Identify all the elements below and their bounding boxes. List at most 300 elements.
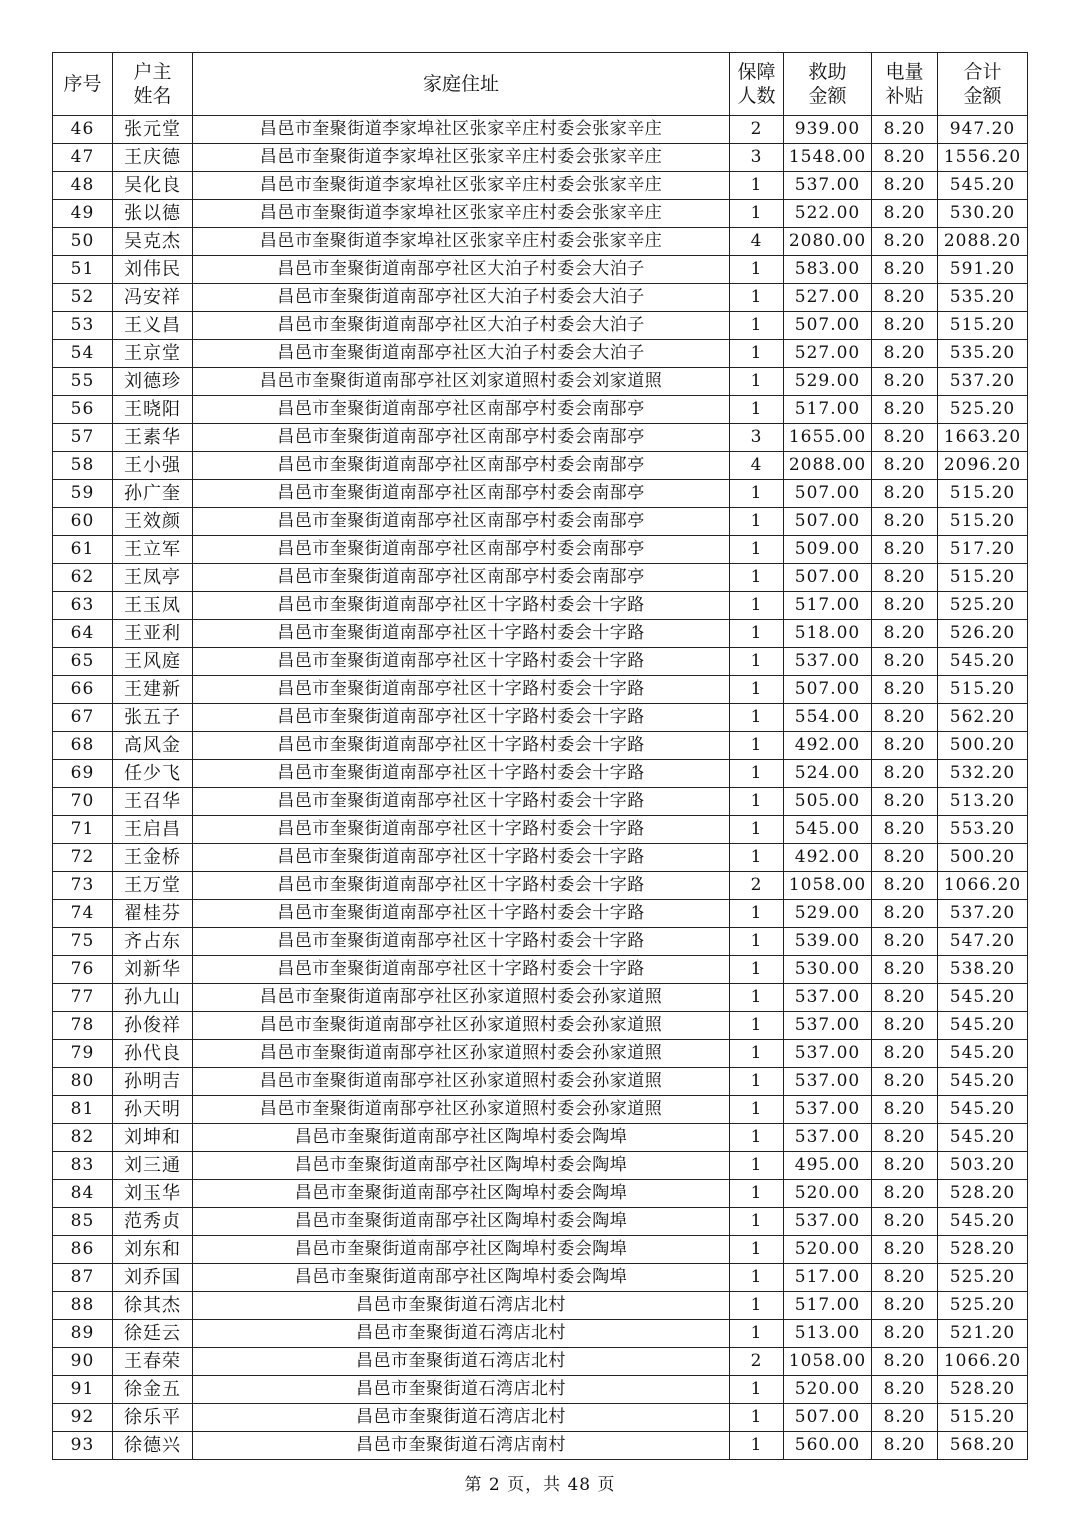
- row-address: 昌邑市奎聚街道南郚亭社区十字路村委会十字路: [193, 732, 730, 760]
- table-row: [53, 144, 1028, 172]
- row-people: 1: [730, 1124, 784, 1152]
- row-people: 1: [730, 1432, 784, 1460]
- row-name: 王庆德: [113, 144, 193, 172]
- table-row: [53, 1124, 1028, 1152]
- row-people: 1: [730, 564, 784, 592]
- row-people: 1: [730, 312, 784, 340]
- row-aid: 520.00: [784, 1376, 872, 1404]
- row-electricity: 8.20: [872, 648, 938, 676]
- row-seq: 78: [53, 1012, 113, 1040]
- row-electricity: 8.20: [872, 228, 938, 256]
- row-total: 545.20: [938, 1068, 1028, 1096]
- row-address: 昌邑市奎聚街道南郚亭社区十字路村委会十字路: [193, 900, 730, 928]
- row-total: 591.20: [938, 256, 1028, 284]
- row-aid: 554.00: [784, 704, 872, 732]
- row-electricity: 8.20: [872, 760, 938, 788]
- row-total: 1663.20: [938, 424, 1028, 452]
- row-name: 张五子: [113, 704, 193, 732]
- table-row: [53, 1348, 1028, 1376]
- row-people: 1: [730, 900, 784, 928]
- table-row: [53, 592, 1028, 620]
- row-total: 513.20: [938, 788, 1028, 816]
- row-aid: 1548.00: [784, 144, 872, 172]
- row-name: 王万堂: [113, 872, 193, 900]
- row-address: 昌邑市奎聚街道南郚亭社区大泊子村委会大泊子: [193, 256, 730, 284]
- row-seq: 84: [53, 1180, 113, 1208]
- row-electricity: 8.20: [872, 1432, 938, 1460]
- row-people: 1: [730, 1292, 784, 1320]
- table-row: [53, 1320, 1028, 1348]
- row-total: 538.20: [938, 956, 1028, 984]
- row-electricity: 8.20: [872, 200, 938, 228]
- row-name: 高风金: [113, 732, 193, 760]
- row-total: 568.20: [938, 1432, 1028, 1460]
- row-name: 王金桥: [113, 844, 193, 872]
- row-total: 526.20: [938, 620, 1028, 648]
- table-row: [53, 396, 1028, 424]
- row-aid: 529.00: [784, 368, 872, 396]
- row-address: 昌邑市奎聚街道石湾店北村: [193, 1320, 730, 1348]
- row-electricity: 8.20: [872, 984, 938, 1012]
- row-aid: 545.00: [784, 816, 872, 844]
- row-name: 徐其杰: [113, 1292, 193, 1320]
- row-aid: 507.00: [784, 508, 872, 536]
- row-total: 528.20: [938, 1180, 1028, 1208]
- row-electricity: 8.20: [872, 1040, 938, 1068]
- row-total: 562.20: [938, 704, 1028, 732]
- table-row: [53, 1180, 1028, 1208]
- row-address: 昌邑市奎聚街道南郚亭社区陶埠村委会陶埠: [193, 1180, 730, 1208]
- row-total: 525.20: [938, 396, 1028, 424]
- row-total: 2096.20: [938, 452, 1028, 480]
- row-address: 昌邑市奎聚街道南郚亭社区十字路村委会十字路: [193, 760, 730, 788]
- table-body: [53, 116, 1028, 1460]
- row-seq: 72: [53, 844, 113, 872]
- row-seq: 59: [53, 480, 113, 508]
- row-people: 1: [730, 1320, 784, 1348]
- row-address: 昌邑市奎聚街道南郚亭社区南郚亭村委会南郚亭: [193, 452, 730, 480]
- row-name: 王春荣: [113, 1348, 193, 1376]
- table-row: [53, 172, 1028, 200]
- header-total: 合计 金额: [938, 53, 1028, 116]
- row-seq: 54: [53, 340, 113, 368]
- row-aid: 939.00: [784, 116, 872, 144]
- row-people: 1: [730, 508, 784, 536]
- row-people: 1: [730, 1208, 784, 1236]
- row-name: 张元堂: [113, 116, 193, 144]
- row-name: 刘伟民: [113, 256, 193, 284]
- table-row: [53, 844, 1028, 872]
- table-row: [53, 732, 1028, 760]
- row-electricity: 8.20: [872, 1124, 938, 1152]
- row-aid: 517.00: [784, 1292, 872, 1320]
- table-row: [53, 900, 1028, 928]
- row-people: 1: [730, 1180, 784, 1208]
- row-people: 1: [730, 172, 784, 200]
- row-aid: 583.00: [784, 256, 872, 284]
- row-address: 昌邑市奎聚街道石湾店北村: [193, 1348, 730, 1376]
- row-electricity: 8.20: [872, 900, 938, 928]
- row-people: 1: [730, 620, 784, 648]
- row-address: 昌邑市奎聚街道南郚亭社区孙家道照村委会孙家道照: [193, 1040, 730, 1068]
- row-address: 昌邑市奎聚街道南郚亭社区孙家道照村委会孙家道照: [193, 984, 730, 1012]
- row-seq: 83: [53, 1152, 113, 1180]
- row-seq: 86: [53, 1236, 113, 1264]
- row-aid: 537.00: [784, 648, 872, 676]
- row-electricity: 8.20: [872, 1208, 938, 1236]
- row-name: 徐乐平: [113, 1404, 193, 1432]
- row-name: 徐廷云: [113, 1320, 193, 1348]
- row-aid: 507.00: [784, 1404, 872, 1432]
- row-name: 范秀贞: [113, 1208, 193, 1236]
- row-electricity: 8.20: [872, 872, 938, 900]
- row-name: 孙广奎: [113, 480, 193, 508]
- row-address: 昌邑市奎聚街道南郚亭社区陶埠村委会陶埠: [193, 1264, 730, 1292]
- row-total: 553.20: [938, 816, 1028, 844]
- row-electricity: 8.20: [872, 1096, 938, 1124]
- header-electricity: 电量 补贴: [872, 53, 938, 116]
- row-address: 昌邑市奎聚街道南郚亭社区十字路村委会十字路: [193, 844, 730, 872]
- row-people: 3: [730, 424, 784, 452]
- row-address: 昌邑市奎聚街道南郚亭社区南郚亭村委会南郚亭: [193, 424, 730, 452]
- row-seq: 53: [53, 312, 113, 340]
- table-row: [53, 1068, 1028, 1096]
- row-electricity: 8.20: [872, 816, 938, 844]
- row-seq: 62: [53, 564, 113, 592]
- row-electricity: 8.20: [872, 452, 938, 480]
- row-seq: 74: [53, 900, 113, 928]
- table-row: [53, 704, 1028, 732]
- row-total: 515.20: [938, 1404, 1028, 1432]
- row-people: 3: [730, 144, 784, 172]
- row-address: 昌邑市奎聚街道石湾店北村: [193, 1376, 730, 1404]
- row-address: 昌邑市奎聚街道李家埠社区张家辛庄村委会张家辛庄: [193, 228, 730, 256]
- row-total: 532.20: [938, 760, 1028, 788]
- row-seq: 64: [53, 620, 113, 648]
- row-name: 徐德兴: [113, 1432, 193, 1460]
- row-aid: 537.00: [784, 1124, 872, 1152]
- row-people: 1: [730, 592, 784, 620]
- table-row: [53, 564, 1028, 592]
- row-electricity: 8.20: [872, 704, 938, 732]
- table-row: [53, 452, 1028, 480]
- row-seq: 58: [53, 452, 113, 480]
- row-people: 1: [730, 788, 784, 816]
- row-name: 王召华: [113, 788, 193, 816]
- row-address: 昌邑市奎聚街道南郚亭社区十字路村委会十字路: [193, 956, 730, 984]
- row-aid: 524.00: [784, 760, 872, 788]
- row-aid: 1058.00: [784, 1348, 872, 1376]
- row-electricity: 8.20: [872, 1152, 938, 1180]
- row-total: 517.20: [938, 536, 1028, 564]
- row-people: 1: [730, 760, 784, 788]
- row-electricity: 8.20: [872, 144, 938, 172]
- row-people: 1: [730, 704, 784, 732]
- row-aid: 507.00: [784, 312, 872, 340]
- row-electricity: 8.20: [872, 1404, 938, 1432]
- row-people: 2: [730, 872, 784, 900]
- row-name: 刘乔国: [113, 1264, 193, 1292]
- row-people: 1: [730, 284, 784, 312]
- row-seq: 87: [53, 1264, 113, 1292]
- row-name: 王启昌: [113, 816, 193, 844]
- row-aid: 520.00: [784, 1236, 872, 1264]
- row-seq: 92: [53, 1404, 113, 1432]
- row-electricity: 8.20: [872, 1264, 938, 1292]
- row-name: 孙天明: [113, 1096, 193, 1124]
- row-seq: 57: [53, 424, 113, 452]
- row-aid: 537.00: [784, 984, 872, 1012]
- row-seq: 47: [53, 144, 113, 172]
- row-seq: 85: [53, 1208, 113, 1236]
- row-seq: 49: [53, 200, 113, 228]
- row-total: 545.20: [938, 984, 1028, 1012]
- row-people: 1: [730, 928, 784, 956]
- row-seq: 56: [53, 396, 113, 424]
- row-aid: 507.00: [784, 564, 872, 592]
- row-name: 王凤亭: [113, 564, 193, 592]
- header-name: 户主 姓名: [113, 53, 193, 116]
- row-seq: 79: [53, 1040, 113, 1068]
- table-row: [53, 1376, 1028, 1404]
- row-name: 孙九山: [113, 984, 193, 1012]
- row-electricity: 8.20: [872, 284, 938, 312]
- row-seq: 48: [53, 172, 113, 200]
- row-seq: 90: [53, 1348, 113, 1376]
- row-seq: 60: [53, 508, 113, 536]
- row-name: 王晓阳: [113, 396, 193, 424]
- row-address: 昌邑市奎聚街道南郚亭社区大泊子村委会大泊子: [193, 284, 730, 312]
- row-address: 昌邑市奎聚街道李家埠社区张家辛庄村委会张家辛庄: [193, 116, 730, 144]
- row-name: 吴化良: [113, 172, 193, 200]
- row-address: 昌邑市奎聚街道南郚亭社区南郚亭村委会南郚亭: [193, 536, 730, 564]
- table-row: [53, 536, 1028, 564]
- row-seq: 69: [53, 760, 113, 788]
- table-row: [53, 1236, 1028, 1264]
- row-address: 昌邑市奎聚街道南郚亭社区十字路村委会十字路: [193, 704, 730, 732]
- row-name: 吴克杰: [113, 228, 193, 256]
- row-electricity: 8.20: [872, 1320, 938, 1348]
- row-aid: 527.00: [784, 340, 872, 368]
- table-row: [53, 1208, 1028, 1236]
- row-electricity: 8.20: [872, 1376, 938, 1404]
- row-name: 刘三通: [113, 1152, 193, 1180]
- assistance-table: [52, 52, 1028, 1460]
- row-electricity: 8.20: [872, 508, 938, 536]
- row-people: 1: [730, 1040, 784, 1068]
- header-address: 家庭住址: [193, 53, 730, 116]
- row-seq: 82: [53, 1124, 113, 1152]
- row-seq: 89: [53, 1320, 113, 1348]
- table-row: [53, 480, 1028, 508]
- row-seq: 76: [53, 956, 113, 984]
- row-electricity: 8.20: [872, 1012, 938, 1040]
- row-name: 刘东和: [113, 1236, 193, 1264]
- row-total: 545.20: [938, 1040, 1028, 1068]
- row-electricity: 8.20: [872, 788, 938, 816]
- row-people: 2: [730, 116, 784, 144]
- row-people: 1: [730, 1404, 784, 1432]
- table-row: [53, 284, 1028, 312]
- row-aid: 537.00: [784, 1068, 872, 1096]
- row-electricity: 8.20: [872, 592, 938, 620]
- row-name: 刘德珍: [113, 368, 193, 396]
- row-total: 537.20: [938, 900, 1028, 928]
- row-address: 昌邑市奎聚街道南郚亭社区孙家道照村委会孙家道照: [193, 1012, 730, 1040]
- row-total: 545.20: [938, 1124, 1028, 1152]
- row-aid: 517.00: [784, 1264, 872, 1292]
- row-seq: 61: [53, 536, 113, 564]
- row-electricity: 8.20: [872, 620, 938, 648]
- row-total: 521.20: [938, 1320, 1028, 1348]
- row-people: 1: [730, 1264, 784, 1292]
- row-electricity: 8.20: [872, 1180, 938, 1208]
- row-electricity: 8.20: [872, 368, 938, 396]
- row-electricity: 8.20: [872, 1348, 938, 1376]
- row-name: 刘玉华: [113, 1180, 193, 1208]
- row-seq: 65: [53, 648, 113, 676]
- row-electricity: 8.20: [872, 1292, 938, 1320]
- row-name: 冯安祥: [113, 284, 193, 312]
- row-people: 1: [730, 1012, 784, 1040]
- row-aid: 529.00: [784, 900, 872, 928]
- row-total: 2088.20: [938, 228, 1028, 256]
- row-people: 1: [730, 1096, 784, 1124]
- row-aid: 518.00: [784, 620, 872, 648]
- row-aid: 539.00: [784, 928, 872, 956]
- table-row: [53, 1404, 1028, 1432]
- row-address: 昌邑市奎聚街道南郚亭社区孙家道照村委会孙家道照: [193, 1068, 730, 1096]
- row-aid: 537.00: [784, 1012, 872, 1040]
- row-seq: 70: [53, 788, 113, 816]
- row-electricity: 8.20: [872, 424, 938, 452]
- row-seq: 63: [53, 592, 113, 620]
- row-people: 1: [730, 844, 784, 872]
- row-total: 1066.20: [938, 1348, 1028, 1376]
- row-address: 昌邑市奎聚街道南郚亭社区陶埠村委会陶埠: [193, 1152, 730, 1180]
- row-name: 孙俊祥: [113, 1012, 193, 1040]
- row-people: 1: [730, 536, 784, 564]
- row-total: 547.20: [938, 928, 1028, 956]
- row-name: 孙明吉: [113, 1068, 193, 1096]
- row-aid: 560.00: [784, 1432, 872, 1460]
- row-electricity: 8.20: [872, 172, 938, 200]
- row-people: 1: [730, 340, 784, 368]
- table-row: [53, 200, 1028, 228]
- table-row: [53, 1040, 1028, 1068]
- row-seq: 67: [53, 704, 113, 732]
- row-total: 528.20: [938, 1376, 1028, 1404]
- row-name: 王立军: [113, 536, 193, 564]
- row-aid: 492.00: [784, 844, 872, 872]
- row-seq: 46: [53, 116, 113, 144]
- row-name: 王风庭: [113, 648, 193, 676]
- row-name: 齐占东: [113, 928, 193, 956]
- row-electricity: 8.20: [872, 844, 938, 872]
- table-row: [53, 1292, 1028, 1320]
- header-people: 保障 人数: [730, 53, 784, 116]
- row-aid: 509.00: [784, 536, 872, 564]
- header-aid: 救助 金额: [784, 53, 872, 116]
- row-aid: 517.00: [784, 592, 872, 620]
- row-address: 昌邑市奎聚街道南郚亭社区十字路村委会十字路: [193, 788, 730, 816]
- row-total: 545.20: [938, 172, 1028, 200]
- table-row: [53, 424, 1028, 452]
- row-address: 昌邑市奎聚街道南郚亭社区南郚亭村委会南郚亭: [193, 564, 730, 592]
- row-electricity: 8.20: [872, 396, 938, 424]
- row-name: 刘新华: [113, 956, 193, 984]
- row-address: 昌邑市奎聚街道李家埠社区张家辛庄村委会张家辛庄: [193, 144, 730, 172]
- row-electricity: 8.20: [872, 340, 938, 368]
- row-aid: 1058.00: [784, 872, 872, 900]
- row-total: 545.20: [938, 1096, 1028, 1124]
- table-row: [53, 312, 1028, 340]
- row-aid: 492.00: [784, 732, 872, 760]
- row-total: 535.20: [938, 340, 1028, 368]
- row-name: 孙代良: [113, 1040, 193, 1068]
- row-total: 515.20: [938, 480, 1028, 508]
- row-name: 王素华: [113, 424, 193, 452]
- row-seq: 88: [53, 1292, 113, 1320]
- row-seq: 52: [53, 284, 113, 312]
- row-seq: 51: [53, 256, 113, 284]
- row-address: 昌邑市奎聚街道南郚亭社区南郚亭村委会南郚亭: [193, 508, 730, 536]
- row-address: 昌邑市奎聚街道南郚亭社区陶埠村委会陶埠: [193, 1124, 730, 1152]
- row-name: 王亚利: [113, 620, 193, 648]
- row-name: 王建新: [113, 676, 193, 704]
- row-electricity: 8.20: [872, 116, 938, 144]
- row-seq: 77: [53, 984, 113, 1012]
- row-total: 525.20: [938, 592, 1028, 620]
- row-aid: 495.00: [784, 1152, 872, 1180]
- row-total: 537.20: [938, 368, 1028, 396]
- row-seq: 55: [53, 368, 113, 396]
- row-aid: 537.00: [784, 1096, 872, 1124]
- row-address: 昌邑市奎聚街道南郚亭社区十字路村委会十字路: [193, 648, 730, 676]
- row-people: 1: [730, 1236, 784, 1264]
- row-electricity: 8.20: [872, 536, 938, 564]
- table-row: [53, 1012, 1028, 1040]
- row-aid: 520.00: [784, 1180, 872, 1208]
- row-electricity: 8.20: [872, 1236, 938, 1264]
- row-name: 王效颜: [113, 508, 193, 536]
- row-total: 503.20: [938, 1152, 1028, 1180]
- row-address: 昌邑市奎聚街道石湾店北村: [193, 1292, 730, 1320]
- row-aid: 505.00: [784, 788, 872, 816]
- row-aid: 530.00: [784, 956, 872, 984]
- row-people: 1: [730, 816, 784, 844]
- table-row: [53, 788, 1028, 816]
- row-aid: 507.00: [784, 676, 872, 704]
- row-seq: 81: [53, 1096, 113, 1124]
- row-people: 1: [730, 1376, 784, 1404]
- row-aid: 527.00: [784, 284, 872, 312]
- row-electricity: 8.20: [872, 1068, 938, 1096]
- row-name: 王京堂: [113, 340, 193, 368]
- row-address: 昌邑市奎聚街道南郚亭社区十字路村委会十字路: [193, 816, 730, 844]
- row-total: 1066.20: [938, 872, 1028, 900]
- row-aid: 513.00: [784, 1320, 872, 1348]
- row-people: 1: [730, 368, 784, 396]
- row-total: 528.20: [938, 1236, 1028, 1264]
- row-people: 1: [730, 200, 784, 228]
- row-address: 昌邑市奎聚街道南郚亭社区十字路村委会十字路: [193, 676, 730, 704]
- table-row: [53, 984, 1028, 1012]
- row-address: 昌邑市奎聚街道南郚亭社区十字路村委会十字路: [193, 872, 730, 900]
- row-total: 947.20: [938, 116, 1028, 144]
- row-name: 王义昌: [113, 312, 193, 340]
- row-seq: 91: [53, 1376, 113, 1404]
